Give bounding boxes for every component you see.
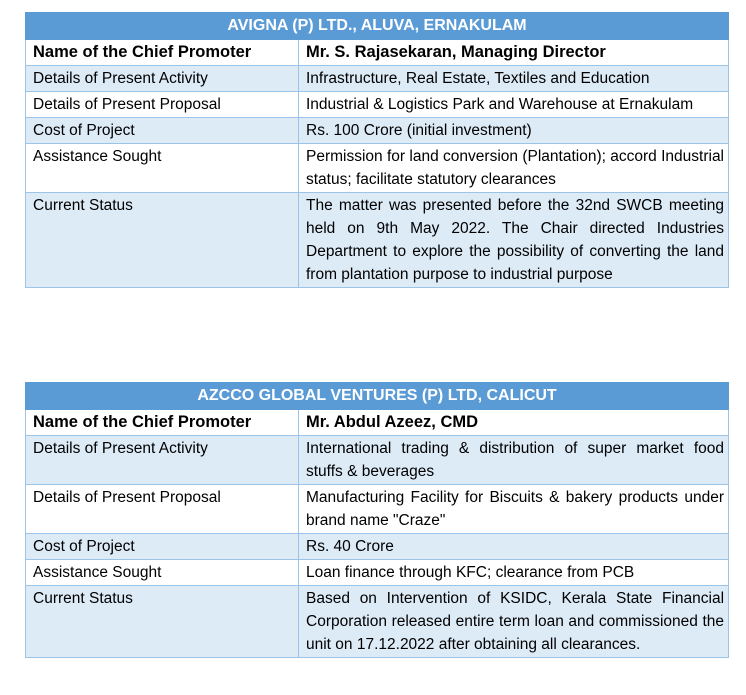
assistance-sought-row [26,560,729,586]
row-value: The matter was presented before the 32nd SWCB meeting held on 9th May 2022. The Chair directed Industries Department to explore the possibility of converting the land from plantation purpose to industrial purpose [299,193,729,288]
row-label: Name of the Chief Promoter [26,410,299,436]
row-value: Loan finance through KFC; clearance from PCB [299,560,729,586]
present-activity-row [26,66,729,92]
cost-of-project-row [26,534,729,560]
current-status-row [26,586,729,658]
row-value: Based on Intervention of KSIDC, Kerala State Financial Corporation released entire term loan and commissioned the unit on 17.12.2022 after obtaining all clearances. [299,586,729,658]
row-label: Current Status [26,193,299,288]
row-value: Rs. 100 Crore (initial investment) [299,118,729,144]
present-activity-row [26,436,729,485]
row-value: Mr. Abdul Azeez, CMD [299,410,729,436]
avigna-table [25,12,729,288]
azcco-table [25,382,729,658]
row-label: Details of Present Activity [26,66,299,92]
row-value: Rs. 40 Crore [299,534,729,560]
row-label: Cost of Project [26,118,299,144]
row-label: Details of Present Proposal [26,92,299,118]
chief-promoter-row [26,410,729,436]
table-title-row [26,13,729,40]
current-status-row [26,193,729,288]
present-proposal-row [26,92,729,118]
row-value: Industrial & Logistics Park and Warehouse at Ernakulam [299,92,729,118]
assistance-sought-row [26,144,729,193]
row-value: Manufacturing Facility for Biscuits & bakery products under brand name "Craze" [299,485,729,534]
row-label: Name of the Chief Promoter [26,40,299,66]
row-value: Permission for land conversion (Plantation); accord Industrial status; facilitate statutory clearances [299,144,729,193]
row-label: Details of Present Proposal [26,485,299,534]
table-title-row [26,383,729,410]
row-label: Cost of Project [26,534,299,560]
table-title: AZCCO GLOBAL VENTURES (P) LTD, CALICUT [26,383,729,410]
row-label: Details of Present Activity [26,436,299,485]
present-proposal-row [26,485,729,534]
table-title: AVIGNA (P) LTD., ALUVA, ERNAKULAM [26,13,729,40]
row-label: Current Status [26,586,299,658]
row-value: Infrastructure, Real Estate, Textiles and Education [299,66,729,92]
row-label: Assistance Sought [26,144,299,193]
row-value: International trading & distribution of super market food stuffs & beverages [299,436,729,485]
row-label: Assistance Sought [26,560,299,586]
chief-promoter-row [26,40,729,66]
row-value: Mr. S. Rajasekaran, Managing Director [299,40,729,66]
cost-of-project-row [26,118,729,144]
